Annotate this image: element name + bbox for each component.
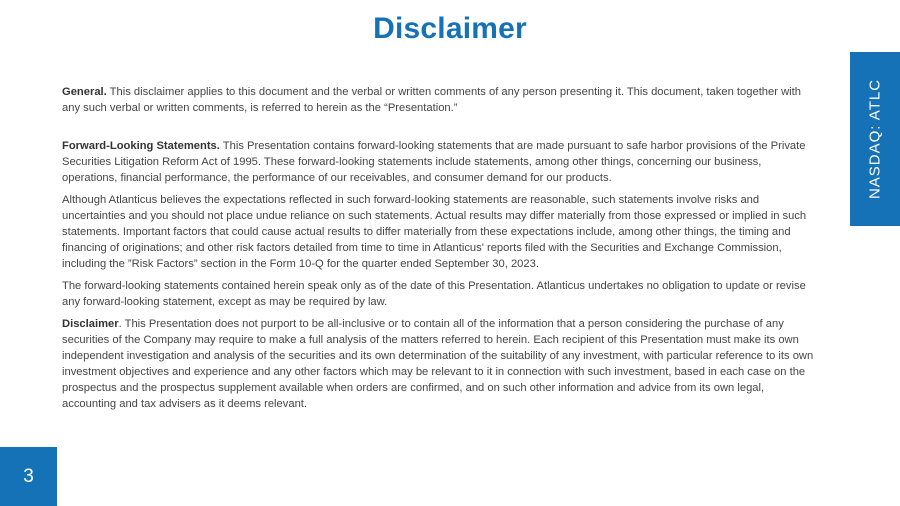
disclaimer-paragraph <box>62 316 814 412</box>
forward-looking-text: This Presentation contains forward-looking statements that are made pursuant to safe harbor provisions of the Private Securities Litigation Reform Act of 1995. These forward-looking statements include statements, among other things, concerning our business, operations, financial performance, the performance of our receivables, and consumer demand for our products. <box>62 140 806 184</box>
forward-looking-paragraph <box>62 138 814 186</box>
page-number: 3 <box>0 447 57 506</box>
general-heading: General. <box>62 86 107 98</box>
disclaimer-text: . This Presentation does not purport to be all-inclusive or to contain all of the information that a person considering the purchase of any securities of the Company may require to make a full analysis of the matters referred to herein. Each recipient of this Presentation must make its own independent investigation and analysis of the securities and its own determination of the suitability of any investment, with particular reference to its own investment objectives and experience and any other factors which may be relevant to it in connection with such investment, based in each case on the prospectus and the prospectus supplement available when orders are confirmed, and on such other information and advice from its own legal, accounting and tax advisers as it deems relevant. <box>62 318 814 410</box>
ticker-tab <box>850 52 900 226</box>
ticker-label: NASDAQ: ATLC <box>866 78 884 200</box>
page-title: Disclaimer <box>373 12 527 45</box>
disclaimer-body <box>62 84 814 418</box>
no-obligation-paragraph: The forward-looking statements contained herein speak only as of the date of this Presentation. Atlanticus undertakes no obligation to update or revise any forward-looking statement, except as may be required by law. <box>62 280 806 308</box>
general-paragraph <box>62 84 814 116</box>
forward-looking-heading: Forward-Looking Statements. <box>62 140 220 152</box>
risk-factors-paragraph: Although Atlanticus believes the expectations reflected in such forward-looking statements are reasonable, such statements involve risks and uncertainties and you should not place undue reliance on such statements. Actual results may differ materially from those expressed or implied in such statements. Important factors that could cause actual results to differ materially from these expectations include, among other things, the timing and financing of originations; and other risk factors detailed from time to time in Atlanticus' reports filed with the Securities and Exchange Commission, including the ”Risk Factors” section in the Form 10-Q for the quarter ended September 30, 2023. <box>62 194 807 270</box>
disclaimer-heading: Disclaimer <box>62 318 119 330</box>
general-text: This disclaimer applies to this document and the verbal or written comments of any person presenting it. This document, taken together with any such verbal or written comments, is referred to herein as the “Presentation.” <box>62 86 801 114</box>
